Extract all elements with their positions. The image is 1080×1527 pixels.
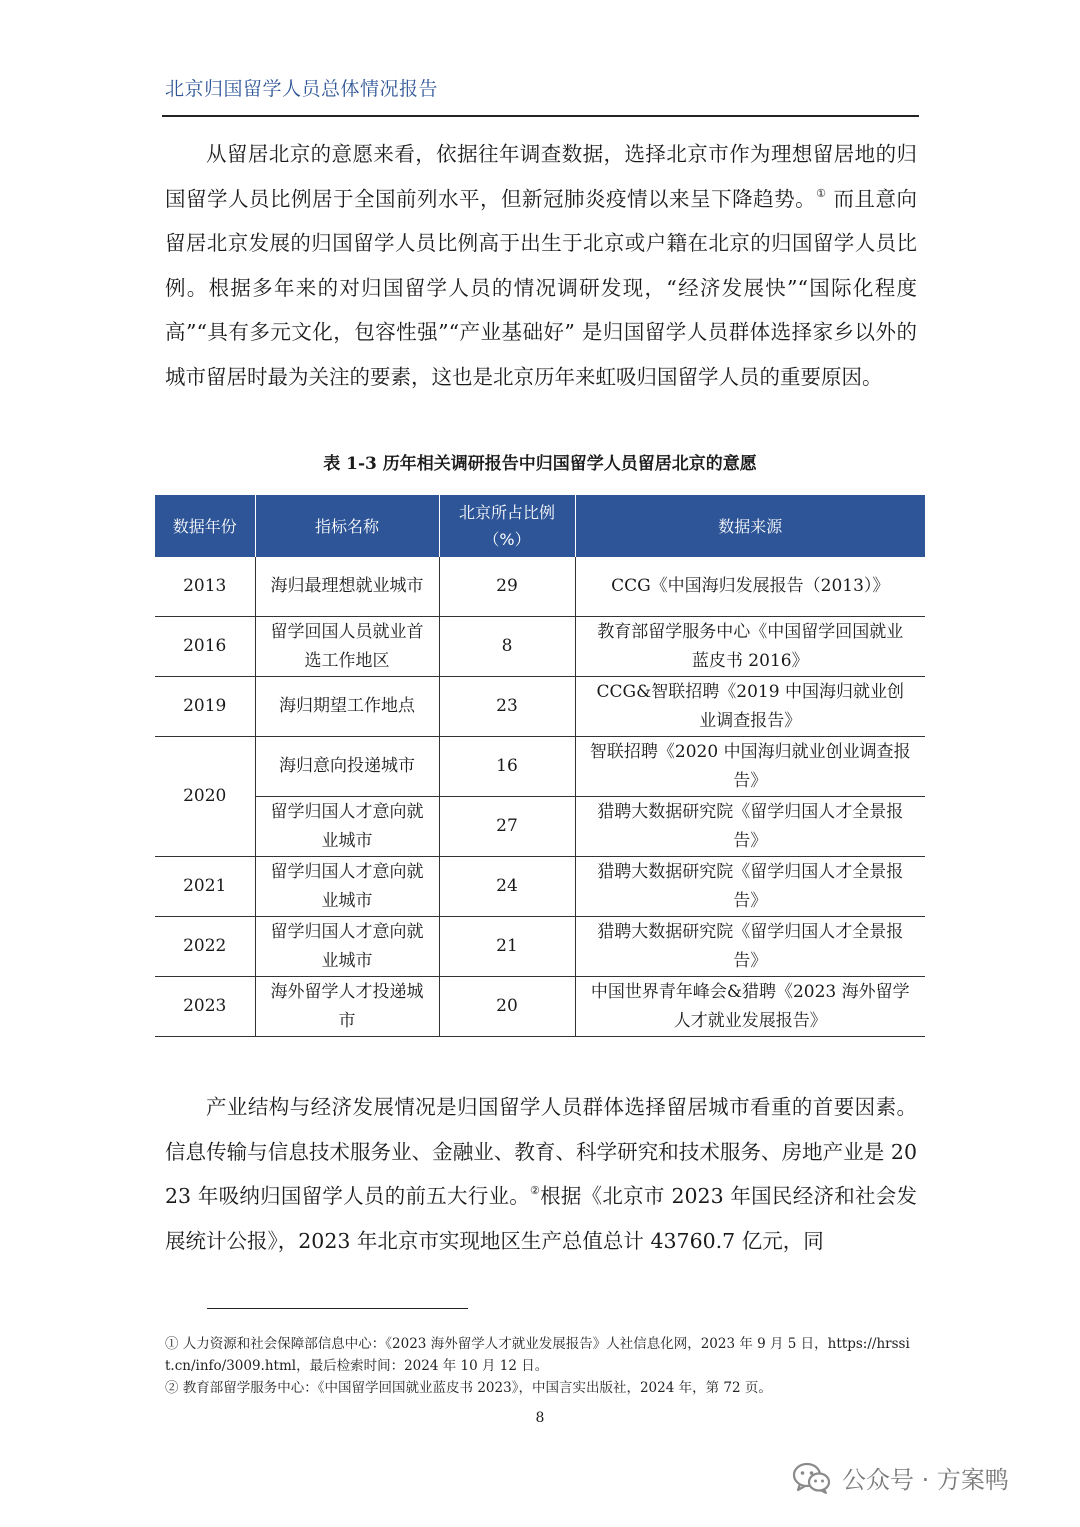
paragraph-1-text-a: 从留居北京的意愿来看，依据往年调查数据，选择北京市作为理想留居地的归国留学人员比例居于全国前列水平，但新冠肺炎疫情以来呈下降趋势。 [165,142,917,211]
wechat-icon [792,1461,832,1495]
body-paragraph-1 [165,132,917,399]
cell-year: 2020 [155,737,255,857]
cell-source: 猎聘大数据研究院《留学归国人才全景报告》 [575,917,925,977]
cell-source: 教育部留学服务中心《中国留学回国就业蓝皮书 2016》 [575,617,925,677]
cell-percent: 23 [439,677,575,737]
table-row [155,617,925,677]
table-header-row [155,495,925,557]
footnote-ref-2[interactable]: ② [530,1184,541,1197]
paragraph-2-text-b: 根据《北京市 2023 年国民经济和社会发展统计公报》，2023 年北京市实现地区生产总值总计 43760.7 亿元，同 [165,1184,917,1253]
cell-indicator: 留学归国人才意向就业城市 [255,797,439,857]
cell-indicator: 留学归国人才意向就业城市 [255,857,439,917]
table-row [155,977,925,1037]
cell-percent: 16 [439,737,575,797]
cell-source: CCG&智联招聘《2019 中国海归就业创业调查报告》 [575,677,925,737]
paragraph-2-text-a: 产业结构与经济发展情况是归国留学人员群体选择留居城市看重的首要因素。信息传输与信息技术服务业、金融业、教育、科学研究和技术服务、房地产业是 2023 年吸纳归国留学人员的前五大行业。 [165,1095,917,1208]
footnote-2: ② 教育部留学服务中心：《中国留学回国就业蓝皮书 2023》，中国言实出版社，2024 年，第 72 页。 [165,1380,772,1396]
cell-year: 2016 [155,617,255,677]
watermark-text: 公众号 · 方案鸭 [842,1466,1009,1494]
table-row [155,737,925,797]
cell-indicator: 留学归国人才意向就业城市 [255,917,439,977]
cell-year: 2021 [155,857,255,917]
table-row [155,917,925,977]
cell-source: 智联招聘《2020 中国海归就业创业调查报告》 [575,737,925,797]
column-header-indicator: 指标名称 [255,495,439,557]
cell-percent: 24 [439,857,575,917]
column-header-year: 数据年份 [155,495,255,557]
cell-year: 2023 [155,977,255,1037]
table-row [155,857,925,917]
page-number: 8 [535,1410,545,1426]
cell-percent: 21 [439,917,575,977]
watermark [792,1460,1009,1495]
table-caption: 表 1-3 历年相关调研报告中归国留学人员留居北京的意愿 [323,454,757,474]
table-row [155,677,925,737]
header-divider [162,115,919,117]
cell-percent: 8 [439,617,575,677]
cell-indicator: 留学回国人员就业首选工作地区 [255,617,439,677]
body-paragraph-2 [165,1085,917,1263]
data-table [155,495,925,1037]
cell-source: 中国世界青年峰会&猎聘《2023 海外留学人才就业发展报告》 [575,977,925,1037]
footnote-1: ① 人力资源和社会保障部信息中心：《2023 海外留学人才就业发展报告》人社信息化网，2023 年 9 月 5 日，https://hrssit.cn/info/3009.html，最后检索时间：2024 年 10 月 12 日。 [165,1336,910,1374]
cell-indicator: 海归意向投递城市 [255,737,439,797]
column-header-source: 数据来源 [575,495,925,557]
paragraph-1-text-b: 而且意向留居北京发展的归国留学人员比例高于出生于北京或户籍在北京的归国留学人员比例。根据多年来的对归国留学人员的情况调研发现，“经济发展快”“国际化程度高”“具有多元文化，包容性强”“产业基础好” 是归国留学人员群体选择家乡以外的城市留居时最为关注的要素，这也是北京历年来虹吸归国留学人员的重要原因。 [165,186,917,389]
cell-year: 2022 [155,917,255,977]
cell-source: 猎聘大数据研究院《留学归国人才全景报告》 [575,857,925,917]
cell-year: 2019 [155,677,255,737]
cell-indicator: 海归期望工作地点 [255,677,439,737]
footnote-ref-1[interactable]: ① [816,186,827,200]
footnote-divider [207,1308,468,1309]
column-header-percent: 北京所占比例（%） [439,495,575,557]
table-row [155,557,925,617]
cell-percent: 20 [439,977,575,1037]
running-header: 北京归国留学人员总体情况报告 [165,78,439,100]
cell-source: 猎聘大数据研究院《留学归国人才全景报告》 [575,797,925,857]
cell-indicator: 海外留学人才投递城市 [255,977,439,1037]
table-row [155,797,925,857]
cell-percent: 29 [439,557,575,617]
cell-percent: 27 [439,797,575,857]
cell-indicator: 海归最理想就业城市 [255,557,439,617]
cell-year: 2013 [155,557,255,617]
cell-source: CCG《中国海归发展报告（2013）》 [575,557,925,617]
